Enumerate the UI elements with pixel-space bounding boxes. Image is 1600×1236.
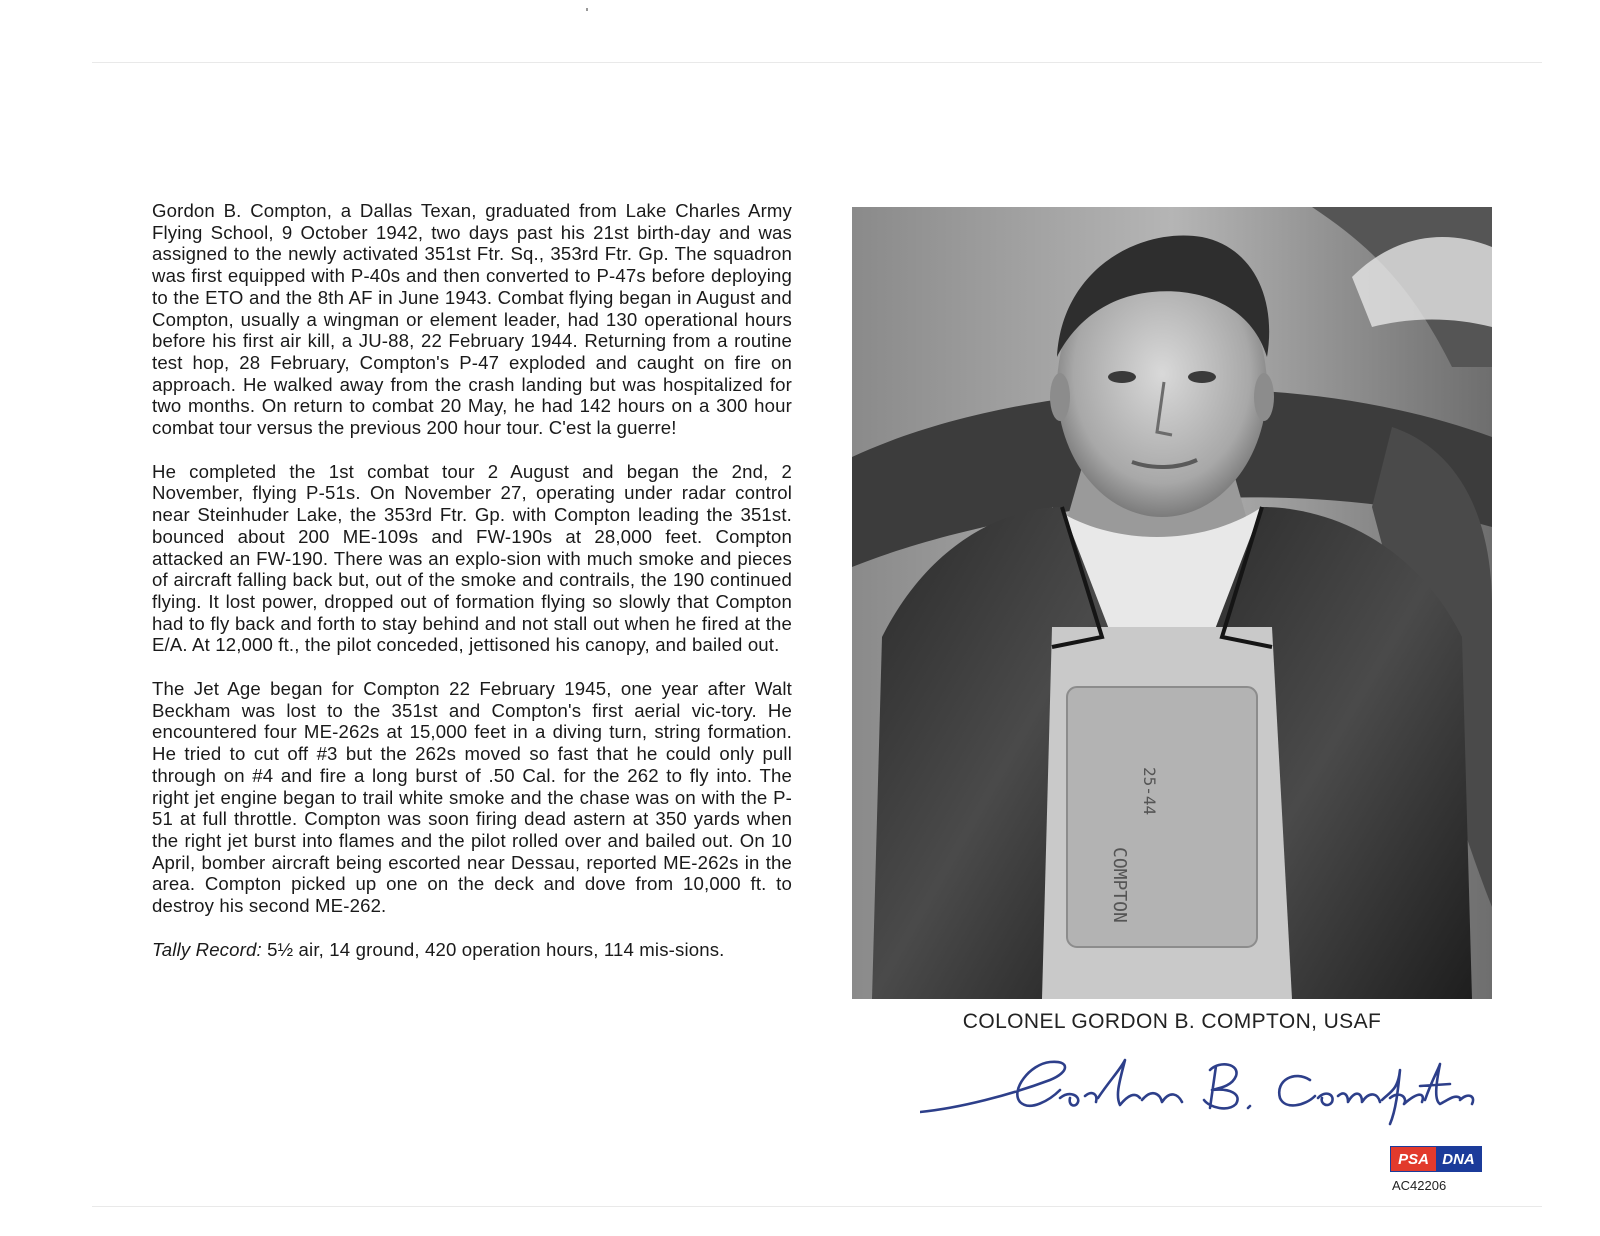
page-edge-bottom: [92, 1206, 1542, 1207]
vest-tag-number: 25-44: [1140, 767, 1159, 816]
psa-dna-logo: [1390, 1146, 1482, 1172]
biography-text: [152, 200, 792, 983]
tally-text: 5½ air, 14 ground, 420 operation hours, 114 mis-sions.: [261, 938, 725, 960]
tally-record: [152, 939, 792, 961]
photo-caption: COLONEL GORDON B. COMPTON, USAF: [962, 1010, 1382, 1033]
psa-logo-text: PSA: [1391, 1147, 1436, 1171]
bio-paragraph-3: The Jet Age began for Compton 22 February 1945, one year after Walt Beckham was lost to the 351st and Compton's first aerial vic-tory. He encountered four ME-262s at 15,000 feet in a diving turn, string formation. He tried to cut off #3 but the 262s moved so fast that he could only pull through on #4 and fire a long burst of .50 Cal. for the 262 to fly into. The right jet engine began to trail white smoke and the chase was on with the P-51 at full throttle. Compton was soon firing dead astern at 350 yards when the right jet burst into flames and the pilot rolled over and bailed out. On 10 April, bomber aircraft being escorted near Dessau, reported ME-262s in the area. Compton picked up one on the deck and dove from 10,000 ft. to destroy his second ME-262.: [152, 678, 792, 917]
portrait-photo: [852, 207, 1492, 999]
tally-label: Tally Record:: [152, 938, 262, 960]
certificate-number: AC42206: [1392, 1178, 1447, 1193]
signature: [920, 1050, 1480, 1130]
dna-logo-text: DNA: [1436, 1147, 1481, 1171]
page-edge-top: [92, 62, 1542, 63]
bio-paragraph-1: Gordon B. Compton, a Dallas Texan, graduated from Lake Charles Army Flying School, 9 October 1942, two days past his 21st birth-day and was assigned to the newly activated 351st Ftr. Sq., 353rd Ftr. Gp. The squadron was first equipped with P-40s and then converted to P-47s before deploying to the ETO and the 8th AF in June 1943. Combat flying began in August and Compton, usually a wingman or element leader, had 130 operational hours before his first air kill, a JU-88, 22 February 1944. Returning from a routine test hop, 28 February, Compton's P-47 exploded and caught on fire on approach. He walked away from the crash landing but was hospitalized for two months. On return to combat 20 May, he had 142 hours on a 300 hour combat tour versus the previous 200 hour tour. C'est la guerre!: [152, 200, 792, 439]
bio-paragraph-2: He completed the 1st combat tour 2 August and began the 2nd, 2 November, flying P-51s. On November 27, operating under radar control near Steinhuder Lake, the 353rd Ftr. Gp. with Compton leading the 351st. bounced about 200 ME-109s and FW-190s at 28,000 feet. Compton attacked an FW-190. There was an explo-sion with much smoke and pieces of aircraft falling back but, out of the smoke and contrails, the 190 continued flying. It lost power, dropped out of formation flying so slowly that Compton had to fly back and forth to stay behind and not stall out when he fired at the E/A. At 12,000 ft., the pilot conceded, jettisoned his canopy, and bailed out.: [152, 460, 792, 656]
paper-speck: [586, 8, 588, 11]
vest-name-tag: COMPTON: [1109, 847, 1130, 923]
